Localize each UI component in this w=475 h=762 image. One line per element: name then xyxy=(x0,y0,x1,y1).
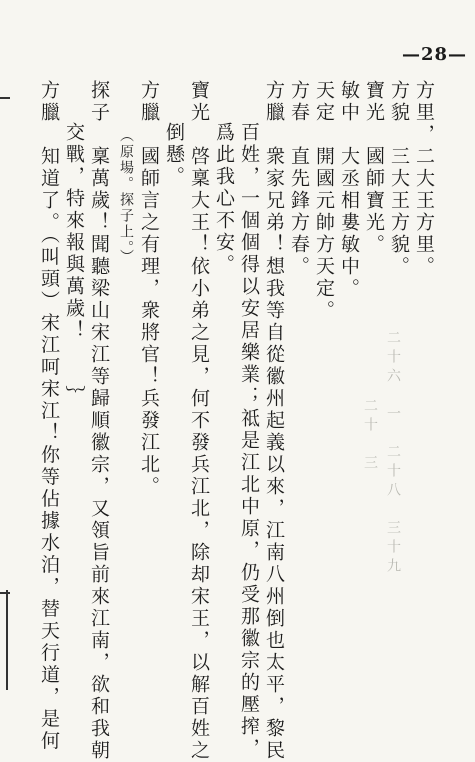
script-line: 百姓，一個個得以安居樂業；祗是江北中原，仍受那徽宗的壓搾， xyxy=(238,122,260,760)
script-line: 方貌 三大王方貌。 xyxy=(388,80,410,278)
script-line: 爲此我心不安。 xyxy=(213,122,235,276)
script-line: 方里，二大王方里。 xyxy=(413,80,435,278)
script-line: 敏中 大丞相婁敏中。 xyxy=(338,80,360,300)
script-line: 方臘 國師言之有理，衆將官！兵發江北。 xyxy=(138,80,160,498)
page-number: —28— xyxy=(402,44,468,65)
stage-direction: （原場。探子上。） xyxy=(118,128,134,265)
script-line: 天定 開國元帥方天定。 xyxy=(313,80,335,322)
bleed-through-line: 二十六 一 二十八 三十九 xyxy=(385,330,401,577)
script-line: 方臘 知道了。（叫頭）宋江呵宋江！你等佔據水泊，替天行道，是何 xyxy=(38,80,60,753)
binding-margin-line xyxy=(6,590,8,690)
script-line: 寶光 啓稟大王！依小弟之見，何不發兵江北，除却宋王，以解百姓之 xyxy=(188,80,210,762)
script-line: 方臘 衆家兄弟！想我等自從徽州起義以來，江南八州倒也太平，黎民 xyxy=(263,80,285,762)
margin-tick-mark xyxy=(0,592,10,594)
bleed-through-line: 二十 三 xyxy=(362,360,378,474)
script-line: 倒懸。 xyxy=(163,122,185,188)
script-line: 探子 稟萬歲！聞聽梁山宋江等歸順徽宗，又領旨前來江南，欲和我朝 xyxy=(88,80,110,762)
margin-tick-mark xyxy=(0,97,10,99)
script-line: 交戰，特來報與萬歲！ ｝ xyxy=(63,122,85,408)
script-line: 方春 直先鋒方春。 xyxy=(288,80,310,278)
script-line: 寶光 國師寶光。 xyxy=(363,80,385,256)
